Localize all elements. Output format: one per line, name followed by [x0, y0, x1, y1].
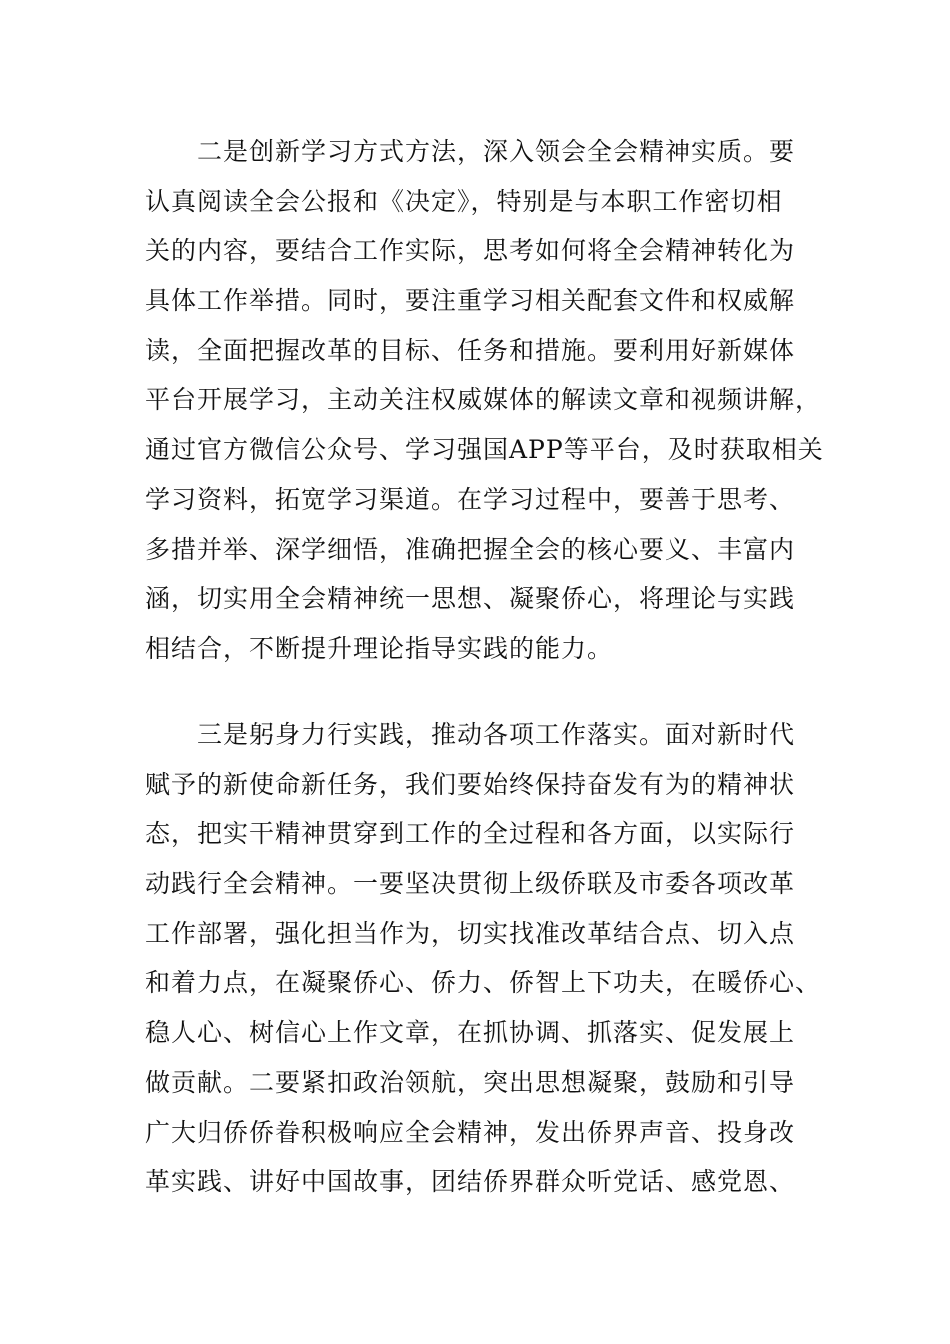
- paragraph-line: 平台开展学习，主动关注权威媒体的解读文章和视频讲解，: [145, 385, 822, 415]
- paragraph-line: 读，全面把握改革的目标、任务和措施。要利用好新媒体: [145, 335, 796, 365]
- paragraph-line: 关的内容，要结合工作实际，思考如何将全会精神转化为: [145, 236, 796, 266]
- paragraph-line: 工作部署，强化担当作为，切实找准改革结合点、切入点: [145, 918, 796, 948]
- paragraph-line: 涵，切实用全会精神统一思想、凝聚侨心，将理论与实践: [145, 584, 796, 614]
- paragraph-line: 具体工作举措。同时，要注重学习相关配套文件和权威解: [145, 286, 796, 316]
- paragraph-line: 三是躬身力行实践，推动各项工作落实。面对新时代: [197, 720, 796, 749]
- paragraph-study-methods: [145, 127, 824, 674]
- paragraph-line: 赋予的新使命新任务，我们要始终保持奋发有为的精神状: [145, 769, 796, 799]
- paragraph-line: 二是创新学习方式方法，深入领会全会精神实质。要: [197, 137, 796, 166]
- paragraph-line: 动践行全会精神。一要坚决贯彻上级侨联及市委各项改革: [145, 869, 796, 899]
- paragraph-line: 态，把实干精神贯穿到工作的全过程和各方面，以实际行: [145, 819, 796, 849]
- paragraph-practice: [145, 710, 822, 1207]
- paragraph-line: 学习资料，拓宽学习渠道。在学习过程中，要善于思考、: [145, 484, 796, 514]
- paragraph-line: 做贡献。二要紧扣政治领航，突出思想凝聚，鼓励和引导: [145, 1067, 796, 1097]
- paragraph-line: 多措并举、深学细悟，准确把握全会的核心要义、丰富内: [145, 534, 796, 564]
- paragraph-line: 认真阅读全会公报和《决定》，特别是与本职工作密切相: [145, 186, 783, 216]
- paragraph-line: 通过官方微信公众号、学习强国APP等平台，及时获取相关: [145, 435, 824, 465]
- paragraph-line: 稳人心、树信心上作文章，在抓协调、抓落实、促发展上: [145, 1018, 796, 1048]
- paragraph-line: 广大归侨侨眷积极响应全会精神，发出侨界声音、投身改: [145, 1117, 796, 1147]
- paragraph-line: 相结合，不断提升理论指导实践的能力。: [145, 633, 614, 663]
- paragraph-line: 革实践、讲好中国故事，团结侨界群众听党话、感党恩、: [145, 1167, 796, 1197]
- paragraph-line: 和着力点，在凝聚侨心、侨力、侨智上下功夫，在暖侨心、: [145, 968, 822, 998]
